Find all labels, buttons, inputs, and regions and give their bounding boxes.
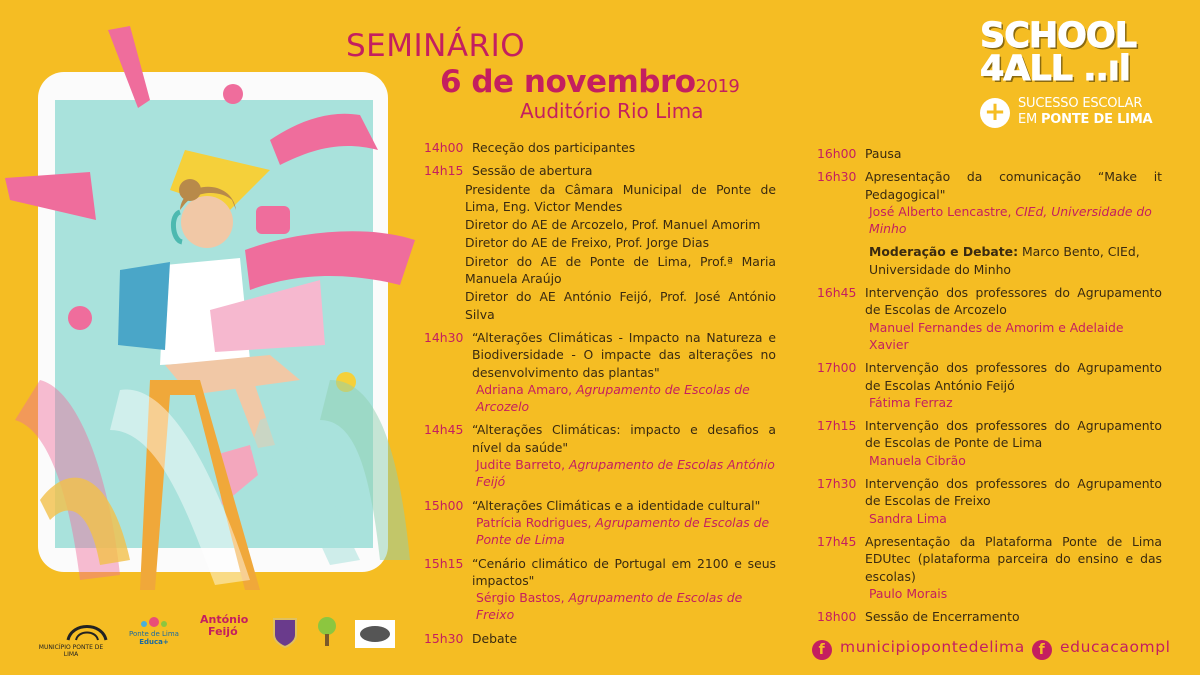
educa-label-2: Educa+ [139,638,169,646]
program-description: “Alterações Climáticas e a identidade cultural" [472,497,761,513]
speaker-organization: Agrupamento de Escolas de Arcozelo [476,381,750,415]
logo-subtitle-line-2 [1018,112,1152,128]
program-speaker [817,319,1162,354]
opening-speaker: Diretor do AE de Freixo, Prof. Jorge Dias [465,235,710,251]
partner-badge-icon [355,620,395,648]
moderation [817,243,1162,278]
social-facebook-educacao[interactable] [1032,638,1171,660]
speaker-organization: Agrupamento de Escolas de Freixo [476,590,743,623]
speaker-name: Paulo Morais [869,585,948,601]
program-time: 16h30 [817,169,857,185]
program-time: 15h30 [424,630,464,646]
program-speaker [817,585,1162,602]
speaker-name: Manuela Cibrão [869,452,966,468]
opening-speaker: Presidente da Câmara Municipal de Ponte de Lima, Eng. Victor Mendes [465,181,776,214]
speaker-organization: Agrupamento de Escolas de Ponte de Lima [476,514,770,548]
sun-icon [134,612,174,628]
seminar-title: SEMINÁRIO [346,28,526,64]
program-description: Sessão de abertura [472,163,593,179]
program-time: 16h00 [817,146,857,161]
logo-line-1: SCHOOL [980,16,1136,56]
school4all-logo [980,16,1155,130]
program-item [817,475,1162,527]
decorative-illustration [0,0,460,675]
program-description: Intervenção dos professores do Agrupamento de Escolas de Freixo [865,476,1162,509]
logo-subtitle-place: PONTE DE LIMA [1040,112,1153,127]
program-time: 17h30 [817,476,857,492]
bridge-icon [32,620,110,642]
facebook-icon: f [812,640,832,660]
speaker-organization: Agrupamento de Escolas António Feijó [476,457,775,490]
program-description: Debate [472,630,518,646]
seminar-venue: Auditório Rio Lima [520,99,704,123]
program-item [817,417,1162,469]
logo-subtitle-line-1: SUCESSO ESCOLAR [1018,96,1143,111]
speaker-organization: CIEd, Universidade do Minho [869,203,1152,237]
program-speaker [817,203,1162,238]
program-item [424,329,776,415]
social-account-educacao: educacaompl [1060,638,1171,656]
program-item [424,630,776,647]
logo-subtitle [1018,96,1152,128]
social-facebook-municipio[interactable] [812,638,1025,660]
feijo-label-2: Feijó [208,625,238,638]
program-item [817,359,1162,411]
program-item [424,555,776,624]
program-speaker [817,394,1162,411]
seminar-year: 2019 [695,76,740,97]
program-description: “Alterações Climáticas: impacto e desafios a nível da saúde" [472,422,776,455]
speaker-name: Judite Barreto, [476,457,569,473]
program-item [817,284,1162,353]
speaker-name: Manuel Fernandes de Amorim e Adelaide Xavier [869,319,1124,352]
program-item [817,145,1162,162]
opening-speaker: Diretor do AE António Feijó, Prof. José António Silva [465,289,776,322]
program-speaker [424,381,776,416]
program-description: Receção dos participantes [472,140,636,155]
program-time: 14h30 [424,329,464,345]
program-time: 14h00 [424,140,464,155]
seminar-date-day: 6 de novembro [440,64,696,100]
ponte-de-lima-educa-logo [126,612,182,652]
program-item [424,139,776,156]
program-description: Apresentação da Plataforma Ponte de Lima EDUtec (plataforma parceira do ensino e das escolas) [865,533,1162,584]
program-speaker [817,452,1162,469]
program-time: 17h15 [817,418,857,434]
educa-label-1: Ponte de Lima [129,630,179,638]
program-description: “Alterações Climáticas - Impacto na Natureza e Biodiversidade - O impacte das alterações no desenvolvimento das plantas" [472,329,776,380]
program-item [817,533,1162,602]
program-item [817,168,1162,278]
plus-icon: + [980,98,1010,128]
program-speaker [424,589,776,624]
program-column-left [424,139,776,653]
speaker-name: Fátima Ferraz [869,394,953,410]
program-time: 18h00 [817,609,857,625]
speaker-name: Adriana Amaro, [476,381,577,397]
social-account-municipio: municipiopontedelima [840,638,1025,656]
program-description: Sessão de Encerramento [865,609,1020,625]
seminar-date [440,64,739,100]
opening-speaker: Diretor do AE de Arcozelo, Prof. Manuel Amorim [465,217,761,233]
program-time: 17h45 [817,533,857,549]
program-description: “Cenário climático de Portugal em 2100 e seus impactos" [472,555,776,588]
program-time: 15h00 [424,497,464,513]
speaker-name: José Alberto Lencastre, [869,203,1016,219]
facebook-icon: f [1032,640,1052,660]
program-time: 14h15 [424,163,464,179]
program-column-right [817,145,1162,631]
antonio-feijo-logo [200,614,260,654]
tree-logo-icon [316,616,338,648]
speaker-name: Patrícia Rodrigues, [476,514,596,530]
program-description: Pausa [865,146,902,161]
program-time: 16h45 [817,285,857,301]
speaker-name: Sandra Lima [869,510,947,526]
municipio-logo [32,620,110,660]
logo-line-2: 4ALL ..ıl [980,49,1130,89]
speaker-name: Sérgio Bastos, [476,590,569,606]
school-crest-icon [272,617,298,649]
municipio-label: MUNICÍPIO PONTE DE LIMA [38,644,104,658]
logo-subtitle-prefix: EM [1018,112,1041,127]
program-speaker [424,456,776,491]
program-speaker [424,514,776,549]
program-time: 15h15 [424,555,464,571]
program-description: Intervenção dos professores do Agrupamento de Escolas de Ponte de Lima [865,418,1162,451]
program-time: 14h45 [424,422,464,438]
opening-speaker: Diretor do AE de Ponte de Lima, Prof.ª Maria Manuela Araújo [465,253,776,287]
program-item [424,421,776,490]
program-item [817,608,1162,625]
program-description: Apresentação da comunicação “Make it Pedagogical" [865,169,1162,202]
program-item [424,497,776,549]
program-description: Intervenção dos professores do Agrupamento de Escolas de Arcozelo [865,285,1162,318]
feijo-label-1: António [200,613,249,626]
moderation-text: Marco Bento, CIEd, Universidade do Minho [869,244,1140,277]
program-item [424,162,776,323]
program-speaker [817,510,1162,527]
program-time: 17h00 [817,360,857,376]
moderation-label: Moderação e Debate: [869,244,1019,260]
program-description: Intervenção dos professores do Agrupamento de Escolas António Feijó [865,360,1162,393]
